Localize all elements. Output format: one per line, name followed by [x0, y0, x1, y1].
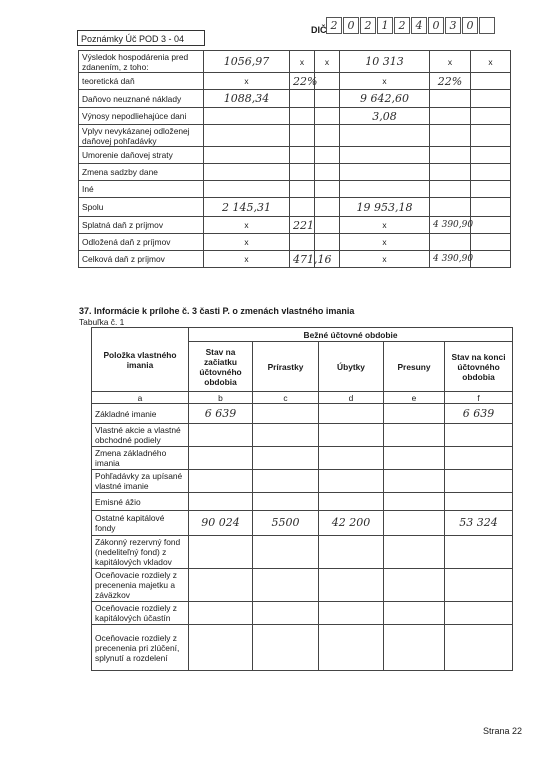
cell-value: [471, 73, 511, 90]
table-row: [79, 234, 511, 251]
cell-value: [445, 470, 513, 493]
row-label: Celková daň z príjmov: [79, 251, 204, 268]
header-col-c: Prírastky: [253, 342, 319, 392]
row-label: teoretická daň: [79, 73, 204, 90]
cell-value: 22%: [430, 73, 471, 90]
cell-value: [319, 447, 384, 470]
table-row: [79, 90, 511, 108]
table-row: [92, 470, 513, 493]
cell-value: [340, 164, 430, 181]
cell-value: [445, 493, 513, 511]
row-label: Vlastné akcie a vlastné obchodné podiely: [92, 424, 189, 447]
cell-value: x: [340, 234, 430, 251]
row-label: Základné imanie: [92, 404, 189, 424]
table-row: [92, 625, 513, 671]
cell-value: [315, 234, 340, 251]
letter-c: c: [253, 392, 319, 404]
cell-value: [189, 493, 253, 511]
cell-value: [189, 569, 253, 602]
cell-value: x: [204, 251, 290, 268]
cell-value: [253, 625, 319, 671]
cell-value: [471, 181, 511, 198]
cell-value: [290, 181, 315, 198]
cell-value: [340, 147, 430, 164]
cell-value: [290, 198, 315, 217]
cell-value: [430, 90, 471, 108]
cell-value: [319, 602, 384, 625]
table-row: [79, 147, 511, 164]
cell-value: 221: [290, 217, 315, 234]
row-label: Ostatné kapitálové fondy: [92, 511, 189, 536]
cell-value: [384, 511, 445, 536]
cell-value: [471, 198, 511, 217]
cell-value: [189, 625, 253, 671]
dic-digit-boxes: [326, 17, 496, 34]
cell-value: [445, 424, 513, 447]
cell-value: [315, 181, 340, 198]
cell-value: [315, 108, 340, 125]
cell-value: x: [204, 234, 290, 251]
cell-value: x: [315, 51, 340, 73]
header-col-d: Úbytky: [319, 342, 384, 392]
dic-digit: 2: [360, 17, 376, 34]
cell-value: [290, 108, 315, 125]
cell-value: [315, 164, 340, 181]
letter-d: d: [319, 392, 384, 404]
cell-value: 2 145,31: [204, 198, 290, 217]
table-row: [92, 569, 513, 602]
header-col-f: Stav na konci účtovného obdobia: [445, 342, 513, 392]
cell-value: [430, 198, 471, 217]
cell-value: [189, 447, 253, 470]
dic-digit: [479, 17, 495, 34]
cell-value: [253, 569, 319, 602]
cell-value: [384, 424, 445, 447]
row-label: Oceňovacie rozdiely z kapitálových účastín: [92, 602, 189, 625]
table-row: [92, 511, 513, 536]
header-current-period: Bežné účtovné obdobie: [189, 328, 513, 342]
table-row: [92, 424, 513, 447]
cell-value: 53 324: [445, 511, 513, 536]
cell-value: [445, 536, 513, 569]
cell-value: [430, 181, 471, 198]
row-label: Odložená daň z príjmov: [79, 234, 204, 251]
cell-value: [319, 404, 384, 424]
cell-value: [204, 164, 290, 181]
table-label: Tabuľka č. 1: [79, 317, 125, 327]
cell-value: [253, 493, 319, 511]
table-row: [92, 404, 513, 424]
cell-value: 1056,97: [204, 51, 290, 73]
cell-value: [290, 125, 315, 147]
header-col-b: Stav na začiatku účtovného obdobia: [189, 342, 253, 392]
cell-value: [204, 125, 290, 147]
cell-value: [315, 217, 340, 234]
cell-value: [319, 470, 384, 493]
cell-value: [340, 181, 430, 198]
cell-value: 3,08: [340, 108, 430, 125]
row-label: Emisné ážio: [92, 493, 189, 511]
cell-value: [471, 108, 511, 125]
cell-value: x: [340, 251, 430, 268]
cell-value: [315, 147, 340, 164]
equity-changes-table: [91, 327, 513, 671]
cell-value: [430, 125, 471, 147]
cell-value: [384, 536, 445, 569]
row-label: Zmena základného imania: [92, 447, 189, 470]
letter-f: f: [445, 392, 513, 404]
cell-value: [253, 536, 319, 569]
dic-digit: 0: [462, 17, 478, 34]
cell-value: 6 639: [189, 404, 253, 424]
table-row: [79, 73, 511, 90]
row-label: Pohľadávky za upísané vlastné imanie: [92, 470, 189, 493]
header-col-e: Presuny: [384, 342, 445, 392]
dic-digit: 4: [411, 17, 427, 34]
cell-value: [445, 625, 513, 671]
cell-value: 42 200: [319, 511, 384, 536]
letter-e: e: [384, 392, 445, 404]
cell-value: 90 024: [189, 511, 253, 536]
cell-value: 1088,34: [204, 90, 290, 108]
cell-value: [471, 147, 511, 164]
cell-value: [384, 404, 445, 424]
cell-value: [290, 234, 315, 251]
dic-digit: 0: [428, 17, 444, 34]
cell-value: [471, 125, 511, 147]
cell-value: [253, 447, 319, 470]
row-label: Umorenie daňovej straty: [79, 147, 204, 164]
row-label: Daňovo neuznané náklady: [79, 90, 204, 108]
dic-digit: 0: [343, 17, 359, 34]
table-row: [92, 447, 513, 470]
cell-value: [315, 73, 340, 90]
table-row: [92, 602, 513, 625]
cell-value: [384, 602, 445, 625]
row-label: Spolu: [79, 198, 204, 217]
cell-value: [471, 217, 511, 234]
cell-value: [445, 569, 513, 602]
cell-value: [384, 569, 445, 602]
cell-value: x: [430, 51, 471, 73]
cell-value: 9 642,60: [340, 90, 430, 108]
row-label: Splatná daň z príjmov: [79, 217, 204, 234]
cell-value: [471, 164, 511, 181]
cell-value: 4 390,90: [430, 217, 471, 234]
table-row: [79, 198, 511, 217]
cell-value: [290, 147, 315, 164]
cell-value: x: [340, 73, 430, 90]
dic-label: DIČ: [311, 25, 327, 35]
cell-value: x: [290, 51, 315, 73]
cell-value: [445, 447, 513, 470]
cell-value: 6 639: [445, 404, 513, 424]
row-label: Výnosy nepodliehajúce dani: [79, 108, 204, 125]
table-row: [92, 536, 513, 569]
section-title: 37. Informácie k prílohe č. 3 časti P. o zmenách vlastného imania: [79, 306, 355, 316]
letter-b: b: [189, 392, 253, 404]
cell-value: [445, 602, 513, 625]
cell-value: [253, 424, 319, 447]
cell-value: x: [204, 73, 290, 90]
letter-a: a: [92, 392, 189, 404]
dic-digit: 2: [326, 17, 342, 34]
table-row: [79, 51, 511, 73]
cell-value: [384, 493, 445, 511]
row-label: Vplyv nevykázanej odloženej daňovej pohľadávky: [79, 125, 204, 147]
cell-value: [189, 602, 253, 625]
table-row: [92, 493, 513, 511]
table-row: [79, 108, 511, 125]
cell-value: [189, 424, 253, 447]
table-row: [79, 217, 511, 234]
header-item-col: Položka vlastného imania: [92, 328, 189, 392]
income-tax-table: [78, 50, 511, 268]
cell-value: [204, 147, 290, 164]
row-label: Oceňovacie rozdiely z precenenia majetku a záväzkov: [92, 569, 189, 602]
table-row: [79, 164, 511, 181]
cell-value: [319, 536, 384, 569]
cell-value: [253, 602, 319, 625]
cell-value: [384, 447, 445, 470]
cell-value: [384, 625, 445, 671]
cell-value: [319, 569, 384, 602]
cell-value: 4 390,90: [430, 251, 471, 268]
dic-digit: 3: [445, 17, 461, 34]
row-label: Oceňovacie rozdiely z precenenia pri zlúčení, splynutí a rozdelení: [92, 625, 189, 671]
cell-value: [315, 198, 340, 217]
cell-value: [319, 424, 384, 447]
dic-digit: 1: [377, 17, 393, 34]
cell-value: [430, 147, 471, 164]
cell-value: 5500: [253, 511, 319, 536]
cell-value: 22%: [290, 73, 315, 90]
cell-value: [471, 90, 511, 108]
cell-value: [471, 234, 511, 251]
table-row: [79, 125, 511, 147]
row-label: Iné: [79, 181, 204, 198]
cell-value: x: [340, 217, 430, 234]
cell-value: [471, 251, 511, 268]
page-number: Strana 22: [483, 726, 523, 736]
cell-value: 471,16: [290, 251, 315, 268]
cell-value: [204, 181, 290, 198]
row-label: Výsledok hospodárenia pred zdanením, z toho:: [79, 51, 204, 73]
cell-value: [189, 470, 253, 493]
cell-value: [253, 470, 319, 493]
table-row: [79, 251, 511, 268]
cell-value: 10 313: [340, 51, 430, 73]
form-label: Poznámky Úč POD 3 - 04: [77, 30, 205, 46]
cell-value: [315, 125, 340, 147]
cell-value: [290, 164, 315, 181]
cell-value: 19 953,18: [340, 198, 430, 217]
cell-value: [189, 536, 253, 569]
cell-value: [340, 125, 430, 147]
cell-value: [204, 108, 290, 125]
cell-value: [253, 404, 319, 424]
cell-value: x: [471, 51, 511, 73]
cell-value: x: [204, 217, 290, 234]
cell-value: [430, 108, 471, 125]
row-label: Zákonný rezervný fond (nedeliteľný fond) z kapitálových vkladov: [92, 536, 189, 569]
cell-value: [319, 493, 384, 511]
cell-value: [430, 164, 471, 181]
cell-value: [430, 234, 471, 251]
table-row: [79, 181, 511, 198]
cell-value: [315, 90, 340, 108]
dic-digit: 2: [394, 17, 410, 34]
cell-value: [384, 470, 445, 493]
cell-value: [319, 625, 384, 671]
row-label: Zmena sadzby dane: [79, 164, 204, 181]
cell-value: [290, 90, 315, 108]
